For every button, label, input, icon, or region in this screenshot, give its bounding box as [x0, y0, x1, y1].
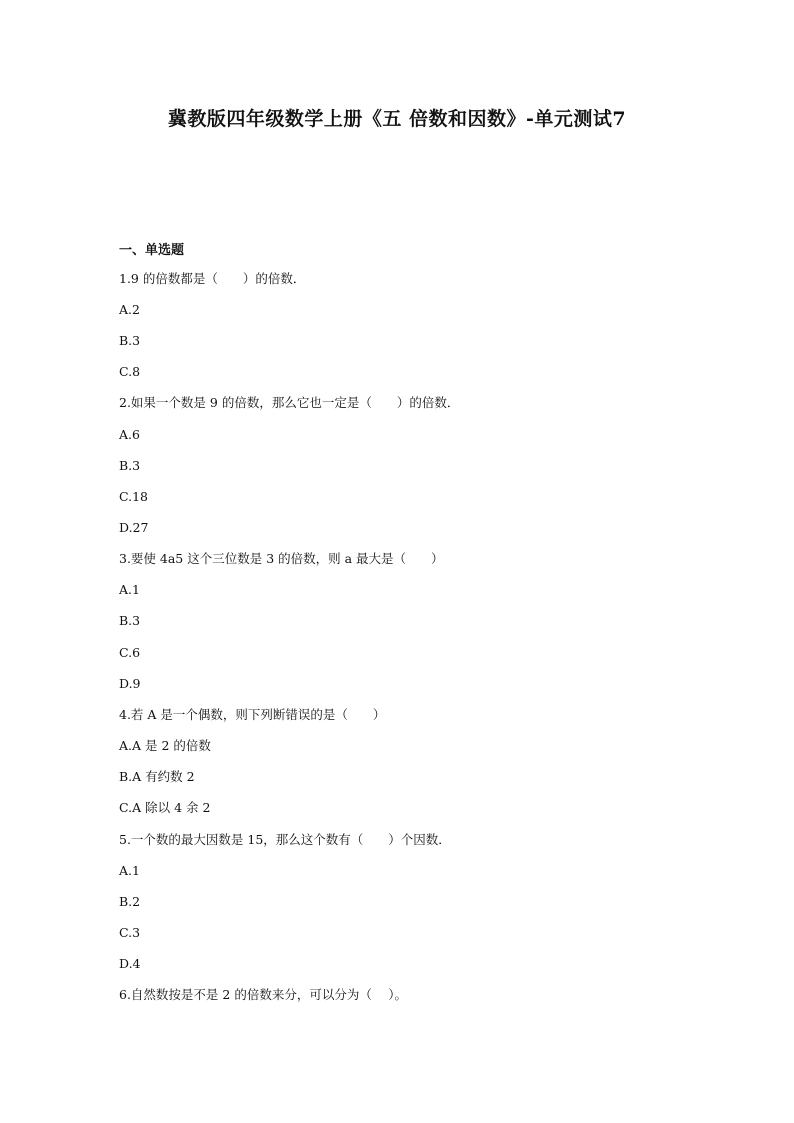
option-3a: A.1	[119, 582, 140, 597]
option-4b: B.A 有约数 2	[119, 769, 195, 784]
option-5c: C.3	[119, 925, 141, 940]
document-title: 冀教版四年级数学上册《五 倍数和因数》-单元测试7	[167, 108, 627, 130]
option-3c: C.6	[119, 645, 141, 660]
question-5: 5.一个数的最大因数是 15，那么这个数有（ ）个因数．	[119, 832, 451, 847]
question-1: 1.9 的倍数都是（ ）的倍数．	[119, 271, 306, 286]
question-4: 4.若 A 是一个偶数，则下列断错误的是（ ）	[119, 707, 386, 722]
option-5a: A.1	[119, 863, 140, 878]
option-2d: D.27	[119, 520, 149, 535]
question-2: 2.如果一个数是 9 的倍数，那么它也一定是（ ）的倍数．	[119, 395, 460, 410]
option-2c: C.18	[119, 489, 148, 504]
option-4a: A.A 是 2 的倍数	[119, 738, 211, 753]
option-5d: D.4	[119, 956, 141, 971]
option-3d: D.9	[119, 676, 141, 691]
option-4c: C.A 除以 4 余 2	[119, 800, 211, 815]
question-3: 3.要使 4a5 这个三位数是 3 的倍数，则 a 最大是（ ）	[119, 551, 444, 566]
option-1b: B.3	[119, 333, 141, 348]
section-heading: 一、单选题	[119, 243, 185, 258]
option-1c: C.8	[119, 364, 141, 379]
question-6: 6.自然数按是不是 2 的倍数来分，可以分为（ ）。	[119, 987, 408, 1002]
option-2a: A.6	[119, 427, 140, 442]
option-1a: A.2	[119, 302, 140, 317]
option-2b: B.3	[119, 458, 141, 473]
option-5b: B.2	[119, 894, 141, 909]
option-3b: B.3	[119, 613, 141, 628]
